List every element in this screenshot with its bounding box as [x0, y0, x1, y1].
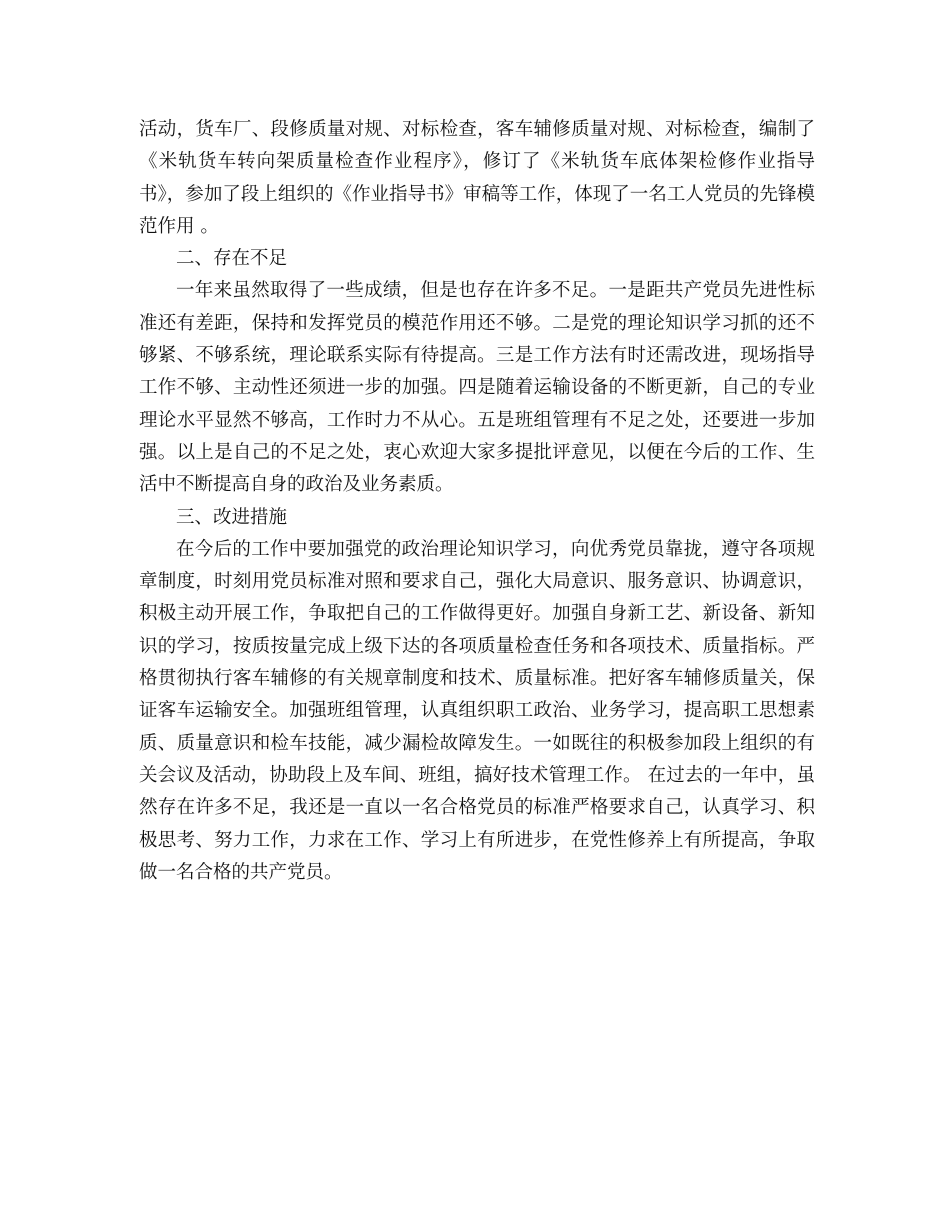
section-heading-improvements: 三、改进措施: [176, 506, 288, 528]
section-heading-shortcomings: 二、存在不足: [176, 248, 288, 270]
paragraph-shortcomings: 一年来虽然取得了一些成绩，但是也存在许多不足。一是距共产党员先进性标准还有差距，保持和发挥党员的模范作用还不够。二是党的理论知识学习抓的还不够紧、不够系统，理论联系实际有待提高。三是工作方法有时还需改进，现场指导工作不够、主动性还须进一步的加强。四是随着运输设备的不断更新，自己的专业理论水平显然不够高，工作时力不从心。五是班组管理有不足之处，还要进一步加强。以上是自己的不足之处，衷心欢迎大家多提批评意见，以便在今后的工作、生活中不断提高自身的政治及业务素质。: [139, 280, 815, 496]
paragraph-continuation: 活动，货车厂、段修质量对规、对标检查，客车辅修质量对规、对标检查，编制了《米轨货车转向架质量检查作业程序》，修订了《米轨货车底体架检修作业指导书》，参加了段上组织的《作业指导书》审稿等工作，体现了一名工人党员的先锋模范作用 。: [139, 119, 815, 237]
paragraph-improvements: 在今后的工作中要加强党的政治理论知识学习，向优秀党员靠拢，遵守各项规章制度，时刻用党员标准对照和要求自己，强化大局意识、服务意识、协调意识，积极主动开展工作，争取把自己的工作做得更好。加强自身新工艺、新设备、新知识的学习，按质按量完成上级下达的各项质量检查任务和各项技术、质量指标。严格贯彻执行客车辅修的有关规章制度和技术、质量标准。把好客车辅修质量关，保证客车运输安全。加强班组管理，认真组织职工政治、业务学习，提高职工思想素质、质量意识和检车技能，减少漏检故障发生。一如既往的积极参加段上组织的有关会议及活动，协助段上及车间、班组，搞好技术管理工作。 在过去的一年中，虽然存在许多不足，我还是一直以一名合格党员的标准严格要求自己，认真学习、积极思考、努力工作，力求在工作、学习上有所进步，在党性修养上有所提高，争取做一名合格的共产党员。: [139, 538, 815, 883]
document-page: [139, 114, 815, 889]
